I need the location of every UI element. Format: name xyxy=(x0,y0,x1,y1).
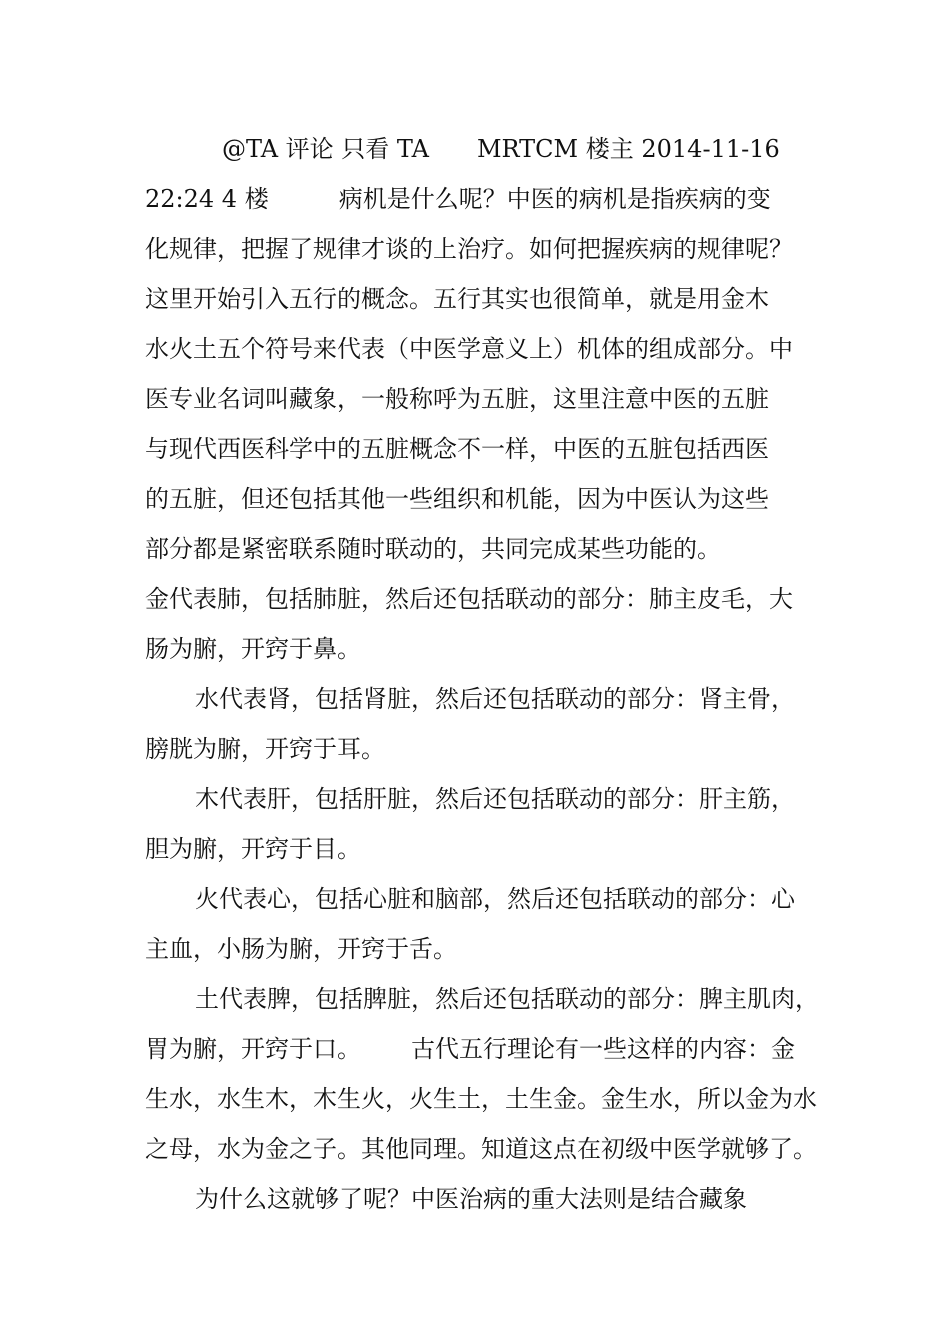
text-line: 膀胱为腑，开窍于耳。 xyxy=(145,735,385,763)
text-line: 生水，水生木，木生火，火生土，土生金。金生水，所以金为水 xyxy=(145,1085,817,1113)
author-date: MRTCM 楼主 2014-11-16 xyxy=(476,135,780,163)
text-line: 医专业名词叫藏象，一般称呼为五脏，这里注意中医的五脏 xyxy=(145,385,769,413)
text-line: 肠为腑，开窍于鼻。 xyxy=(145,635,361,663)
paragraph-text: 古代五行理论有一些这样的内容：金 xyxy=(411,1035,795,1063)
text-line: 主血，小肠为腑，开窍于舌。 xyxy=(145,935,457,963)
text-line: 部分都是紧密联系随时联动的，共同完成某些功能的。 xyxy=(145,535,721,563)
text-line: 化规律，把握了规律才谈的上治疗。如何把握疾病的规律呢？ xyxy=(145,235,793,263)
text-line: 火代表心，包括心脏和脑部，然后还包括联动的部分：心 xyxy=(195,885,795,913)
text-line: 木代表肝，包括肝脏，然后还包括联动的部分：肝主筋， xyxy=(195,785,795,813)
text-line: 的五脏，但还包括其他一些组织和机能，因为中医认为这些 xyxy=(145,485,769,513)
text-line: 金代表肺，包括肺脏，然后还包括联动的部分：肺主皮毛，大 xyxy=(145,585,793,613)
text-line: 与现代西医科学中的五脏概念不一样，中医的五脏包括西医 xyxy=(145,435,769,463)
paragraph-text: 胃为腑，开窍于口。 xyxy=(145,1035,361,1063)
text-line-1 xyxy=(145,183,835,215)
paragraph-text: 病机是什么呢？中医的病机是指疾病的变 xyxy=(338,185,771,213)
time-floor: 22:24 4 楼 xyxy=(145,185,269,213)
text-line: 之母，水为金之子。其他同理。知道这点在初级中医学就够了。 xyxy=(145,1135,817,1163)
text-line: 水火土五个符号来代表（中医学意义上）机体的组成部分。中 xyxy=(145,335,793,363)
at-ta-links[interactable]: @TA 评论 只看 TA xyxy=(222,135,429,163)
post-header-line xyxy=(222,133,912,165)
text-line xyxy=(145,1033,835,1065)
text-line: 这里开始引入五行的概念。五行其实也很简单，就是用金木 xyxy=(145,285,769,313)
text-line: 水代表肾，包括肾脏，然后还包括联动的部分：肾主骨， xyxy=(195,685,795,713)
text-line: 土代表脾，包括脾脏，然后还包括联动的部分：脾主肌肉， xyxy=(195,985,819,1013)
text-line: 为什么这就够了呢？中医治病的重大法则是结合藏象 xyxy=(195,1185,747,1213)
text-line: 胆为腑，开窍于目。 xyxy=(145,835,361,863)
